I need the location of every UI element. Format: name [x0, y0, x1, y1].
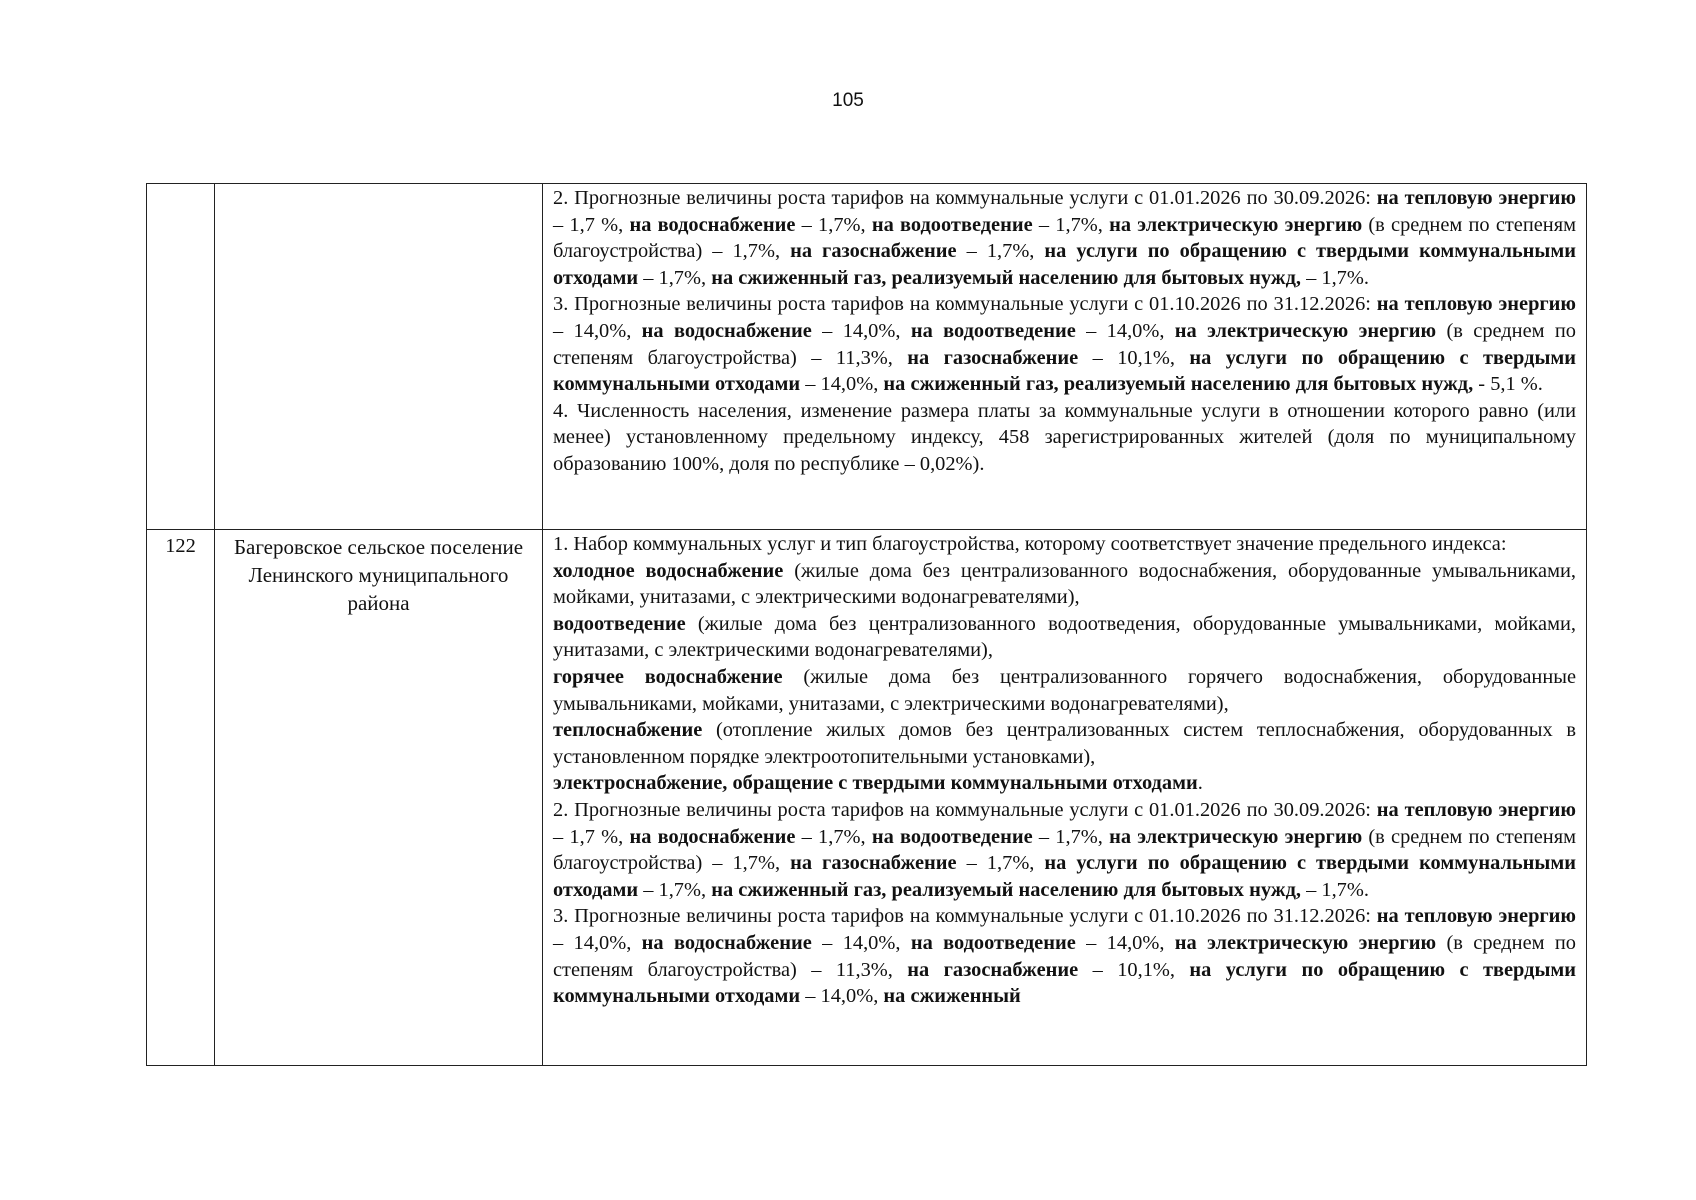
text-run: (в среднем по степеням благоустройства) – 1,7%, — [553, 825, 1577, 875]
text-run: 1. Набор коммунальных услуг и тип благоустройства, которому соответствует значение предельного индекса: — [553, 533, 1507, 555]
text-run: (жилые дома без централизованного водоснабжения, оборудованные умывальниками, мойками, унитазами, с электрическими водонагревателями), — [553, 559, 1576, 609]
table-row-continued — [147, 184, 1587, 530]
bold-text-run: на водоотведение — [865, 825, 1033, 848]
text-run: – 1,7%. — [1300, 878, 1369, 901]
text-run: – 1,7 %, — [553, 825, 624, 848]
text-run: – 1,7%, — [795, 213, 866, 236]
text-run: – 14,0%, — [553, 931, 632, 954]
text-run: (жилые дома без централизованного горячего водоснабжения, оборудованные умывальниками, мойками, унитазами, с электрическими водонагревателями), — [553, 665, 1576, 715]
text-run: – 1,7%, — [795, 825, 866, 848]
population-share — [553, 398, 1576, 478]
bold-text-run: на газоснабжение — [780, 240, 957, 263]
bold-text-run: на услуги по обращению с твердыми коммунальными отходами — [553, 852, 1576, 901]
bold-text-run: на сжиженный — [878, 985, 1021, 1008]
row-number-cell: 122 — [147, 530, 215, 1066]
bold-text-run: на тепловую энергию — [1370, 798, 1576, 821]
text-run: – 1,7 %, — [553, 213, 624, 236]
bold-text-run: на электрическую энергию — [1164, 931, 1437, 954]
text-run: 4. Численность населения, изменение размера платы за коммунальные услуги в отношении которого равно (или менее) установленному предельному индексу, 458 зарегистрированных жителей (доля по муниципальному образованию 100%, доля по республике – 0,02%). — [553, 399, 1576, 475]
bold-text-run: на услуги по обращению с твердыми коммунальными отходами — [553, 346, 1577, 396]
bold-text-run: теплоснабжение — [553, 719, 703, 742]
text-run: – 1,7%, — [638, 266, 707, 289]
text-run: – 1,7%. — [1300, 266, 1369, 289]
cold-water-supply — [553, 558, 1576, 611]
growth-forecast-q4 — [553, 291, 1576, 397]
text-run: – 10,1%, — [1078, 958, 1175, 981]
bold-text-run: на электрическую энергию — [1102, 213, 1363, 236]
text-run: – 1,7%, — [1032, 213, 1103, 236]
text-run: – 1,7%, — [1032, 825, 1103, 848]
bold-text-run: на услуги по обращению с твердыми коммунальными отходами — [553, 240, 1576, 289]
text-run: (отопление жилых домов без централизованных систем теплоснабжения, оборудованных в установленном порядке электроотопительными установками), — [553, 719, 1576, 768]
bold-text-run: электроснабжение, обращение с твердыми коммунальными отходами — [553, 772, 1198, 795]
bold-text-run: водоотведение — [553, 612, 686, 635]
bold-text-run: на водоснабжение — [623, 825, 796, 848]
text-run: 3. Прогнозные величины роста тарифов на коммунальные услуги с 01.10.2026 по 31.12.2026: — [553, 293, 1371, 316]
bold-text-run: на сжиженный газ, реализуемый населению для бытовых нужд, — [878, 373, 1474, 396]
bold-text-run: на газоснабжение — [780, 852, 957, 875]
table-row-122 — [147, 530, 1587, 1066]
text-run: – 14,0%, — [1075, 931, 1165, 954]
text-run: (в среднем по степеням благоустройства) – 11,3%, — [553, 931, 1577, 981]
water-disposal — [553, 611, 1576, 664]
text-run: (в среднем по степеням благоустройства) – 11,3%, — [553, 319, 1577, 369]
bold-text-run: горячее водоснабжение — [553, 665, 783, 688]
bold-text-run: на водоснабжение — [631, 319, 812, 342]
growth-forecast-q4 — [553, 903, 1576, 1009]
text-run: – 14,0%, — [811, 931, 901, 954]
bold-text-run: на услуги по обращению с твердыми коммунальными отходами — [553, 958, 1577, 1008]
growth-forecast-q1-q3 — [553, 797, 1576, 903]
text-run: – 1,7%, — [956, 240, 1035, 263]
bold-text-run: на тепловую энергию — [1370, 187, 1576, 209]
text-run: (жилые дома без централизованного водоотведения, оборудованные умывальниками, мойками, унитазами, с электрическими водонагревателями), — [553, 612, 1576, 662]
text-run: (в среднем по степеням благоустройства) – 1,7%, — [553, 213, 1577, 263]
bold-text-run: на тепловую энергию — [1370, 293, 1576, 316]
text-run: 2. Прогнозные величины роста тарифов на коммунальные услуги с 01.01.2026 по 30.09.2026: — [553, 187, 1371, 209]
text-run: – 14,0%, — [800, 373, 879, 396]
municipality-name-cell — [215, 184, 543, 530]
row-number-cell — [147, 184, 215, 530]
text-run: . — [1197, 772, 1203, 795]
hot-water-supply — [553, 664, 1576, 717]
description-cell — [543, 184, 1587, 530]
text-run: – 14,0%, — [811, 319, 901, 342]
bold-text-run: на водоотведение — [865, 213, 1033, 236]
tariff-table — [146, 183, 1587, 1066]
bold-text-run: холодное водоснабжение — [553, 559, 784, 582]
electricity-waste — [553, 770, 1576, 797]
bold-text-run: на электрическую энергию — [1102, 825, 1363, 848]
bold-text-run: на газоснабжение — [892, 346, 1079, 369]
text-run: – 14,0%, — [1075, 319, 1165, 342]
bold-text-run: на водоотведение — [900, 931, 1076, 954]
text-run: – 14,0%, — [800, 985, 879, 1008]
bold-text-run: на водоснабжение — [623, 213, 796, 236]
bold-text-run: на газоснабжение — [892, 958, 1079, 981]
text-run: 2. Прогнозные величины роста тарифов на коммунальные услуги с 01.01.2026 по 30.09.2026: — [553, 798, 1371, 821]
bold-text-run: на сжиженный газ, реализуемый населению для бытовых нужд, — [706, 878, 1301, 901]
services-set-heading — [553, 531, 1576, 558]
bold-text-run: на водоотведение — [900, 319, 1076, 342]
bold-text-run: на тепловую энергию — [1370, 905, 1576, 928]
page-number: 105 — [832, 90, 864, 111]
text-run: – 1,7%, — [638, 878, 707, 901]
description-cell — [543, 530, 1587, 1066]
text-run: – 1,7%, — [956, 852, 1035, 875]
text-run: - 5,1 %. — [1473, 373, 1543, 396]
heat-supply — [553, 717, 1576, 770]
text-run: 3. Прогнозные величины роста тарифов на коммунальные услуги с 01.10.2026 по 31.12.2026: — [553, 905, 1371, 928]
bold-text-run: на водоснабжение — [631, 931, 812, 954]
bold-text-run: на сжиженный газ, реализуемый населению для бытовых нужд, — [706, 266, 1301, 289]
bold-text-run: на электрическую энергию — [1164, 319, 1437, 342]
text-run: – 10,1%, — [1078, 346, 1175, 369]
municipality-name-cell: Багеровское сельское поселение Ленинского муниципального района — [215, 530, 543, 1066]
growth-forecast-q1-q3 — [553, 185, 1576, 291]
text-run: – 14,0%, — [553, 319, 632, 342]
